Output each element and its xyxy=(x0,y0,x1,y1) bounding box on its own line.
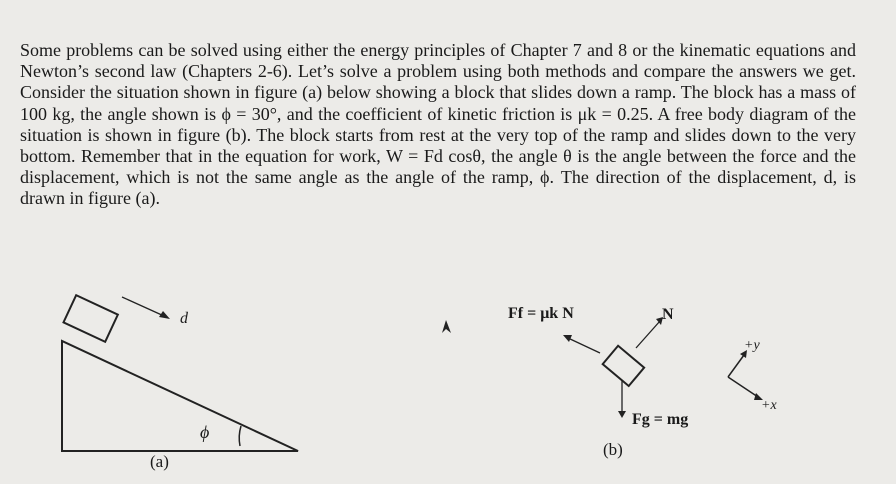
angle-arc xyxy=(239,426,241,446)
block xyxy=(63,295,117,342)
displacement-label: d xyxy=(180,310,188,327)
ramp-triangle xyxy=(62,341,298,451)
displacement-line xyxy=(122,297,164,316)
fbd-block xyxy=(603,346,644,386)
figure-b-caption: (b) xyxy=(603,440,623,459)
displacement-arrowhead xyxy=(159,311,170,319)
y-axis-line xyxy=(728,355,744,377)
gravity-arrowhead xyxy=(618,411,626,418)
normal-label: N xyxy=(662,306,674,323)
problem-paragraph: Some problems can be solved using either the energy principles of Chapter 7 and 8 or the kinematic equations and Newton’s second law (Chapters 2-6). Let’s solve a problem using both methods and compare the answers we get. Consider the situation shown in figure (a) below showing a block that slides down a ramp. The block has a mass of 100 kg, the angle shown is ϕ = 30°, and the coefficient of kinetic friction is μk = 0.25. A free body diagram of the situation is shown in figure (b). The block starts from rest at the very top of the ramp and slides down to the very bottom. Remember that in the equation for work, W = Fd cosθ, the angle θ is the angle between the force and the displacement, which is not the same angle as the angle of the ramp, ϕ. The direction of the displacement, d, is drawn in figure (a). xyxy=(20,40,861,209)
friction-arrowhead xyxy=(563,335,572,342)
angle-label: ϕ xyxy=(200,422,210,442)
friction-arrow-line xyxy=(568,338,600,353)
figure-a-caption: (a) xyxy=(150,452,169,471)
friction-label: Ff = μk N xyxy=(508,305,574,322)
y-axis-label: +y xyxy=(744,338,760,353)
x-axis-label: +x xyxy=(761,398,777,413)
normal-arrow-line xyxy=(636,321,660,348)
gravity-label: Fg = mg xyxy=(632,411,689,428)
cursor-arrow-icon xyxy=(442,320,451,333)
x-axis-line xyxy=(728,377,758,397)
